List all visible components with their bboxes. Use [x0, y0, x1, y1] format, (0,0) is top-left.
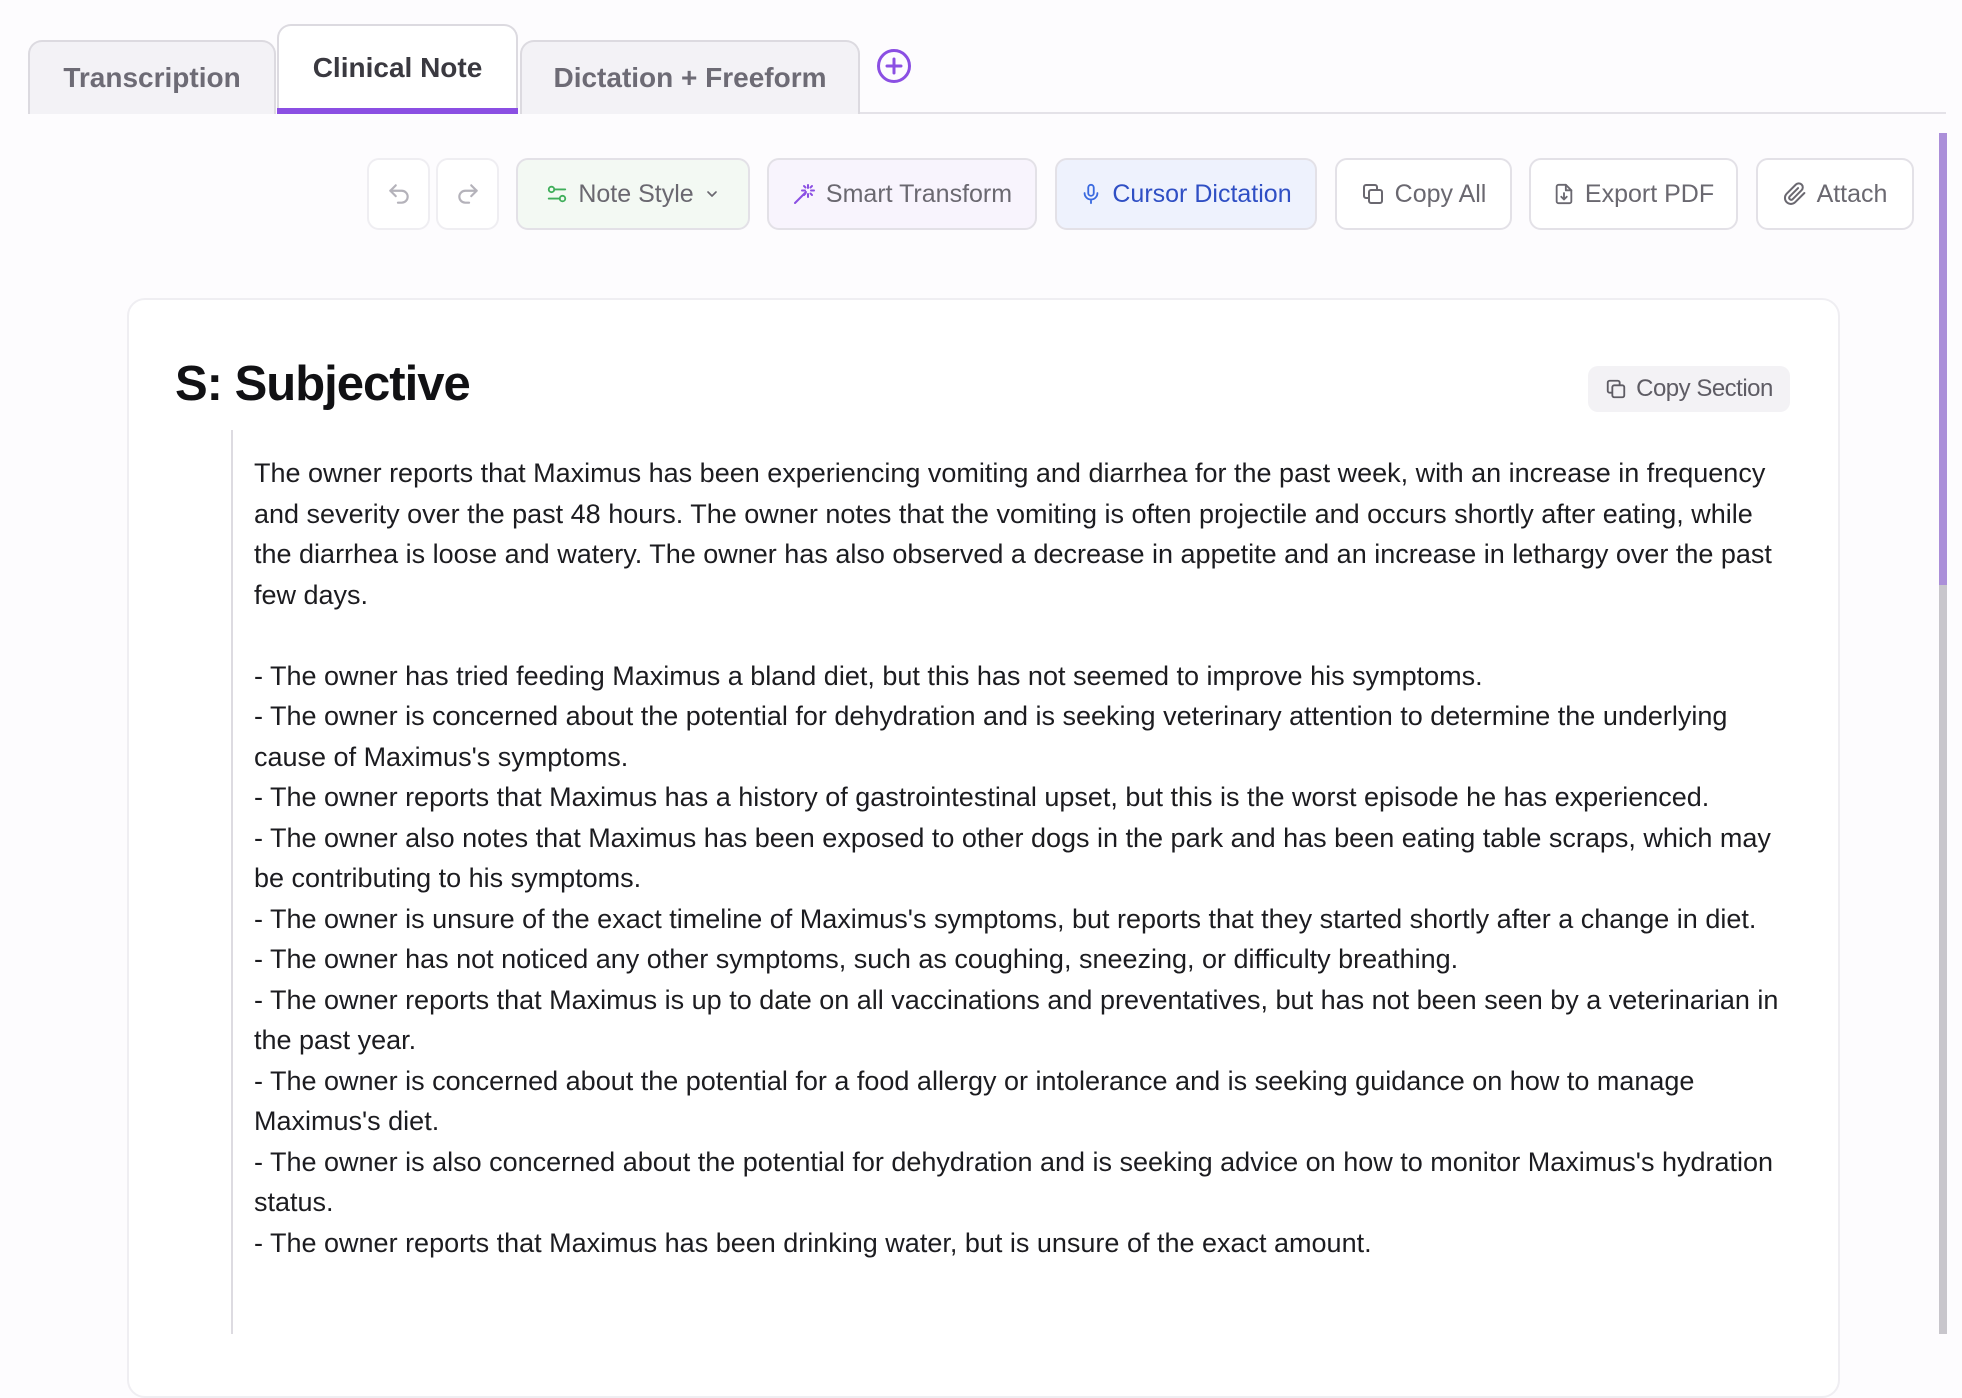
undo-icon: [386, 181, 412, 207]
list-item: - The owner is concerned about the potential for dehydration and is seeking veterinary attention to determine the underlying cause of Maximus's symptoms.: [254, 701, 1728, 772]
tab-bar-divider: [860, 112, 1946, 114]
scrollbar-thumb[interactable]: [1939, 133, 1947, 585]
section-title: S: Subjective: [175, 357, 470, 411]
plus-circle-icon: [884, 56, 904, 76]
undo-button[interactable]: [367, 158, 430, 230]
microphone-icon: [1080, 181, 1102, 207]
copy-icon: [1605, 378, 1627, 400]
copy-all-button[interactable]: [1335, 158, 1512, 230]
list-item: - The owner is unsure of the exact timeline of Maximus's symptoms, but reports that they started shortly after a change in diet.: [254, 903, 1757, 934]
section-body[interactable]: [254, 453, 1794, 1263]
tab-label: Transcription: [63, 62, 241, 93]
list-item: - The owner also notes that Maximus has been exposed to other dogs in the park and has been eating table scraps, which may be contributing to his symptoms.: [254, 822, 1771, 893]
smart-transform-label: Smart Transform: [825, 179, 1013, 208]
cursor-dictation-label: Cursor Dictation: [1112, 179, 1292, 208]
tab-clinical-note[interactable]: [277, 24, 518, 114]
redo-button[interactable]: [436, 158, 499, 230]
magic-wand-icon: [792, 182, 816, 206]
copy-all-label: Copy All: [1394, 179, 1487, 208]
add-tab-button[interactable]: [877, 49, 911, 83]
list-item: - The owner reports that Maximus has been drinking water, but is unsure of the exact amount.: [254, 1227, 1372, 1258]
redo-icon: [455, 181, 481, 207]
list-item: - The owner reports that Maximus has a history of gastrointestinal upset, but this is the worst episode he has experienced.: [254, 782, 1710, 812]
copy-icon: [1361, 182, 1385, 206]
list-item: - The owner has not noticed any other symptoms, such as coughing, sneezing, or difficulty breathing.: [254, 944, 1459, 974]
tab-transcription[interactable]: [28, 40, 276, 114]
list-item: - The owner has tried feeding Maximus a bland diet, but this has not seemed to improve his symptoms.: [254, 660, 1483, 691]
paragraph-gap: [254, 615, 1794, 656]
paperclip-icon: [1783, 182, 1807, 206]
export-pdf-label: Export PDF: [1584, 179, 1715, 208]
file-download-icon: [1553, 181, 1575, 207]
section-intro: The owner reports that Maximus has been experiencing vomiting and diarrhea for the past week, with an increase in frequency and severity over the past 48 hours. The owner notes that the vomiting is often projectile and occurs shortly after eating, while the diarrhea is loose and watery. The owner has also observed a decrease in appetite and an increase in lethargy over the past few days.: [254, 458, 1772, 610]
tab-dictation-freeform[interactable]: [520, 40, 860, 114]
smart-transform-button[interactable]: [767, 158, 1037, 230]
list-item: - The owner reports that Maximus is up to date on all vaccinations and preventatives, but has not been seen by a veterinarian in the past year.: [254, 984, 1779, 1055]
tab-label: Dictation + Freeform: [553, 62, 827, 93]
cursor-dictation-button[interactable]: [1055, 158, 1317, 230]
note-style-dropdown[interactable]: [516, 158, 750, 230]
tab-bar: [0, 0, 1962, 114]
toolbar: [0, 158, 1962, 230]
note-style-label: Note Style: [578, 179, 694, 208]
copy-section-button[interactable]: [1588, 366, 1790, 412]
chevron-down-icon: [704, 186, 720, 202]
list-item: - The owner is concerned about the potential for a food allergy or intolerance and is seeking guidance on how to manage Maximus's diet.: [254, 1065, 1695, 1136]
tab-label: Clinical Note: [312, 52, 483, 83]
attach-button[interactable]: [1756, 158, 1914, 230]
list-item: - The owner is also concerned about the potential for dehydration and is seeking advice on how to monitor Maximus's hydration status.: [254, 1146, 1774, 1217]
active-tab-indicator: [277, 108, 518, 114]
copy-section-label: Copy Section: [1636, 375, 1773, 402]
section-text-border: [231, 430, 233, 1334]
export-pdf-button[interactable]: [1529, 158, 1738, 230]
attach-label: Attach: [1816, 179, 1888, 208]
sliders-icon: [546, 183, 568, 205]
